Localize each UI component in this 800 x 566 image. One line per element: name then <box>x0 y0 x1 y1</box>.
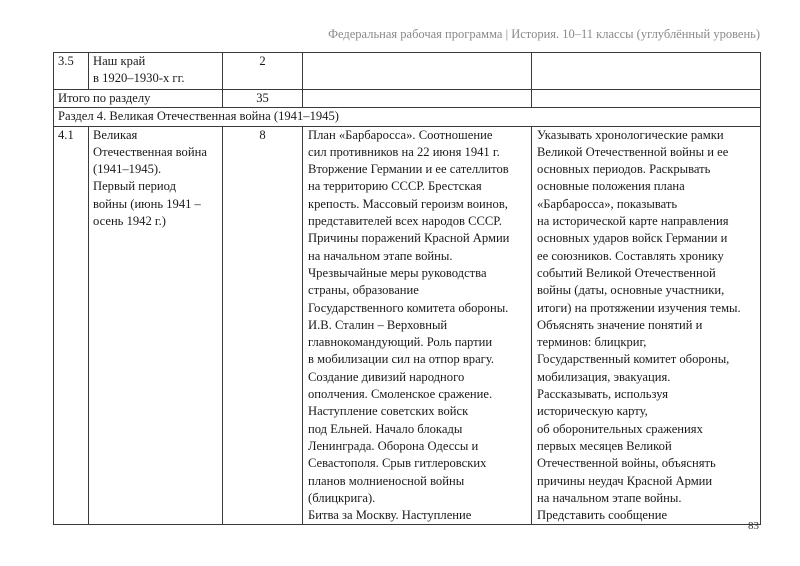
text-line: Государственного комитета обороны. <box>308 300 509 315</box>
running-header: Федеральная рабочая программа | История. 10–11 классы (углублённый уровень) <box>328 27 760 41</box>
topic-activities <box>532 53 761 90</box>
empty-cell <box>303 90 532 108</box>
topic-title: Наш край в 1920–1930-х гг. <box>89 53 223 90</box>
text-line: И.В. Сталин – Верховный <box>308 317 448 332</box>
text-line: Причины поражений Красной Армии <box>308 231 510 246</box>
text-line: на исторической карте направления <box>537 214 729 229</box>
text-line: об оборонительных сражениях <box>537 421 703 436</box>
table-row-section-heading <box>54 108 761 126</box>
text-line: итоги) на протяжении изучения темы. <box>537 300 741 315</box>
text-line: Наступление советских войск <box>308 404 469 419</box>
text-line: Указывать хронологические рамки <box>537 127 724 142</box>
text-line: терминов: блицкриг, <box>537 335 647 350</box>
topic-number: 4.1 <box>54 126 89 525</box>
empty-cell <box>532 90 761 108</box>
text-line: войны (даты, основные участники, <box>537 283 725 298</box>
text-line: Битва за Москву. Наступление <box>308 508 472 523</box>
text-line: План «Барбаросса». Соотношение <box>308 127 493 142</box>
topic-number: 3.5 <box>54 53 89 90</box>
text-line: планов молниеносной войны <box>308 473 465 488</box>
table-row-section-total <box>54 90 761 108</box>
text-line: «Барбаросса», показывать <box>537 196 678 211</box>
text-line: мобилизация, эвакуация. <box>537 369 671 384</box>
text-line: ее союзников. Составлять хронику <box>537 248 724 263</box>
page-number: 83 <box>748 520 759 532</box>
topic-hours: 2 <box>223 53 303 90</box>
text-line: под Ельней. Начало блокады <box>308 421 463 436</box>
text-line: основных ударов войск Германии и <box>537 231 728 246</box>
section-total-hours: 35 <box>223 90 303 108</box>
text-line: на начальном этапе войны. <box>537 490 682 505</box>
text-line: главнокомандующий. Роль партии <box>308 335 493 350</box>
text-line: Ленинграда. Оборона Одессы и <box>308 438 479 453</box>
text-line: Вторжение Германии и ее сателлитов <box>308 162 509 177</box>
text-line: на территорию СССР. Брестская <box>308 179 482 194</box>
text-line: Объяснять значение понятий и <box>537 317 703 332</box>
text-line: Создание дивизий народного <box>308 369 465 384</box>
text-line: Отечественной войны, объяснять <box>537 456 716 471</box>
text-line: в мобилизации сил на отпор врагу. <box>308 352 495 367</box>
text-line: первых месяцев Великой <box>537 438 672 453</box>
topic-content <box>303 53 532 90</box>
text-line: на начальном этапе войны. <box>308 248 453 263</box>
text-line: причины неудач Красной Армии <box>537 473 713 488</box>
text-line: ополчения. Смоленское сражение. <box>308 387 493 402</box>
text-line: событий Великой Отечественной <box>537 265 716 280</box>
topic-hours: 8 <box>223 126 303 525</box>
table-row-topic-4-1 <box>54 126 761 525</box>
text-line: Великой Отечественной войны и ее <box>537 144 729 159</box>
text-line: крепость. Массовый героизм воинов, <box>308 196 508 211</box>
text-line: Государственный комитет обороны, <box>537 352 730 367</box>
curriculum-table <box>53 52 761 525</box>
topic-activities <box>532 126 761 525</box>
topic-title: Великая Отечественная война (1941–1945). Первый период войны (июнь 1941 – осень 1942 г.) <box>89 126 223 525</box>
text-line: Представить сообщение <box>537 508 668 523</box>
text-line: сил противников на 22 июня 1941 г. <box>308 144 500 159</box>
text-line: Чрезвычайные меры руководства <box>308 265 487 280</box>
text-line: историческую карту, <box>537 404 648 419</box>
text-line: Севастополя. Срыв гитлеровских <box>308 456 487 471</box>
text-line: основных периодов. Раскрывать <box>537 162 711 177</box>
text-line: страны, образование <box>308 283 419 298</box>
text-line: (блицкрига). <box>308 490 376 505</box>
table-row-topic-3-5 <box>54 53 761 90</box>
section-total-label: Итого по разделу <box>54 90 223 108</box>
section-title: Раздел 4. Великая Отечественная война (1941–1945) <box>54 108 761 126</box>
topic-content <box>303 126 532 525</box>
text-line: Рассказывать, используя <box>537 387 669 402</box>
text-line: представителей всех народов СССР. <box>308 214 502 229</box>
text-line: основные положения плана <box>537 179 685 194</box>
